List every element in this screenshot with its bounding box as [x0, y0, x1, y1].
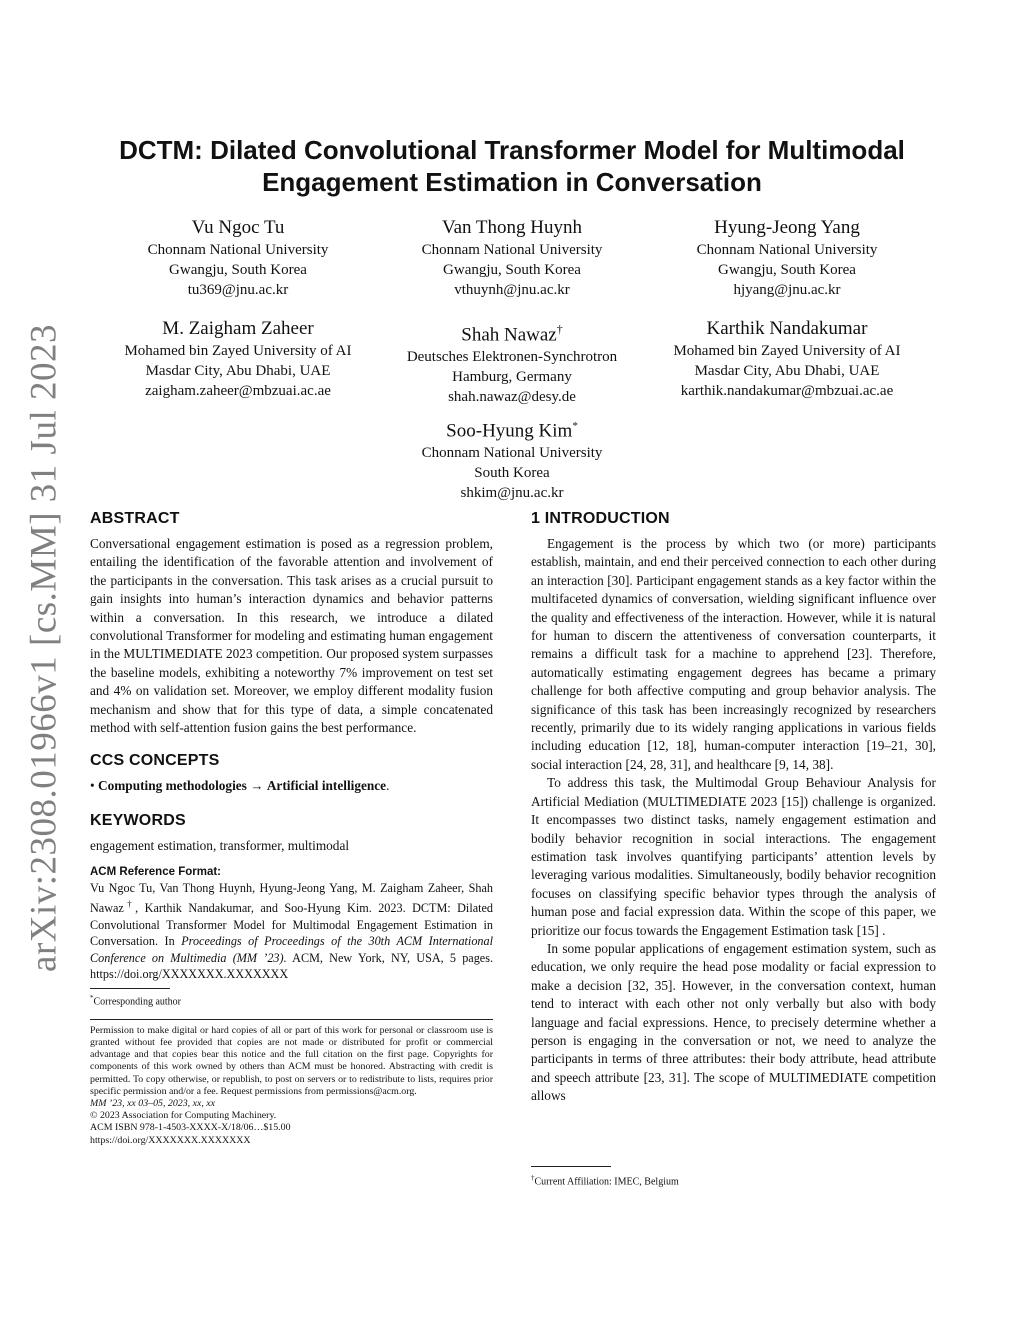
author-name: Karthik Nandakumar — [706, 318, 868, 339]
author-name: M. Zaigham Zaheer — [162, 318, 314, 339]
conference-info: MM ’23, xx 03–05, 2023, xx, xx — [90, 1097, 216, 1109]
abstract-text: Conversational engagement estimation is posed as a regression problem, entailing the identification of the favorable attention and involvement of the participants in the conversation. This task arises as a crucial pursuit to gain insights into human’s interaction dynamics and behavior patterns within a conversation. In this research, we introduce a dilated convolutional Transformer for modeling and estimating human engagement in the MULTIMEDIATE 2023 competition. Our proposed system surpasses the baseline models, exhibiting a noteworthy 7% improvement on test set and 4% on validation set. Moreover, we employ different modality fusion mechanism and show that for this type of data, a simple concatenated method with self-attention fusion gains the best performance. — [90, 536, 493, 736]
author-location: Masdar City, Abu Dhabi, UAE — [145, 363, 331, 379]
author-affiliation: Chonnam National University — [421, 242, 603, 258]
author-name: Vu Ngoc Tu — [191, 217, 285, 238]
ccs-heading: CCS CONCEPTS — [90, 752, 220, 770]
introduction-heading: 1 INTRODUCTION — [531, 510, 670, 527]
paper-title — [70, 134, 954, 198]
author-email: zaigham.zaheer@mbzuai.ac.ae — [145, 383, 331, 399]
author-name: Soo-Hyung Kim* — [446, 420, 578, 442]
author-block — [637, 216, 937, 300]
arxiv-identifier: arXiv:2308.01966v1 [cs.MM] 31 Jul 2023 — [23, 324, 65, 972]
copyright-notice: © 2023 Association for Computing Machinery. — [90, 1110, 277, 1122]
author-block — [88, 317, 388, 401]
author-name: Hyung-Jeong Yang — [714, 217, 860, 238]
abstract-heading: ABSTRACT — [90, 510, 180, 527]
author-location: Hamburg, Germany — [452, 369, 572, 386]
keywords-heading: KEYWORDS — [90, 812, 186, 830]
author-location: Gwangju, South Korea — [718, 262, 856, 278]
title-line-2: Engagement Estimation in Conversation — [262, 167, 762, 197]
author-affiliation: Chonnam National University — [696, 242, 878, 258]
author-location: Gwangju, South Korea — [443, 262, 581, 278]
author-name: Shah Nawaz† — [461, 322, 563, 346]
intro-paragraph-2: To address this task, the Multimodal Group Behaviour Analysis for Artificial Mediation (MULTIMEDIATE 2023 [15]) challenge is organized. It encompasses two distinct tasks, namely engagement estimation and bodily behavior recognition in social interactions. The engagement estimation task involves quantifying participants’ attention levels by leveraging various modalities. Simultaneously, bodily behavior recognition focuses on classifying specific behavior types through the analysis of human pose and facial expression data. Within the scope of this paper, we prioritize our focus towards the Engagement Estimation task [15] . — [531, 775, 936, 938]
footnote-rule — [531, 1166, 611, 1167]
author-block — [362, 317, 662, 407]
author-mark: † — [556, 322, 563, 336]
author-affiliation: Deutsches Elektronen-Synchrotron — [406, 349, 618, 366]
title-line-1: DCTM: Dilated Convolutional Transformer Model for Multimodal — [119, 135, 905, 165]
author-block — [88, 216, 388, 300]
author-email: tu369@jnu.ac.kr — [187, 282, 289, 298]
right-column — [531, 509, 936, 1106]
author-block — [362, 216, 662, 300]
author-block — [362, 414, 662, 503]
intro-paragraph-3: In some popular applications of engagement estimation system, such as education, we only require the head pose modality or facial expression to make a decision [32, 35]. However, in the conversation context, human tend to interact with each other not only verbally but also with body language and facial expressions. Hence, to precisely determine whether a person is engaging in the conversation or not, we need to analyze the participants in terms of three attributes: their body attribute, head attribute and speech attribute [23, 31]. The scope of MULTIMEDIATE competition allows — [531, 940, 936, 1104]
permission-notice: Permission to make digital or hard copies of all or part of this work for personal or classroom use is granted without fee provided that copies are not made or distributed for profit or commercial advantage and that copies bear this notice and the full citation on the first page. Copyrights for components of this work owned by others than ACM must be honored. Abstracting with credit is permitted. To copy otherwise, or republish, to post on servers or to redistribute to lists, requires prior specific permission and/or a fee. Request permissions from permissions@acm.org. — [90, 1024, 493, 1097]
author-location: Masdar City, Abu Dhabi, UAE — [694, 363, 880, 379]
author-email: karthik.nandakumar@mbzuai.ac.ae — [680, 383, 894, 399]
author-block — [637, 317, 937, 401]
ccs-concept-item: • Computing methodologies → Artificial intelligence. — [90, 778, 390, 794]
keywords-text: engagement estimation, transformer, multimodal — [90, 838, 350, 854]
author-email: shkim@jnu.ac.kr — [460, 485, 564, 502]
author-email: vthuynh@jnu.ac.kr — [454, 282, 570, 298]
author-location: Gwangju, South Korea — [169, 262, 307, 278]
author-affiliation: Mohamed bin Zayed University of AI — [673, 343, 901, 359]
footnote-corresponding: *Corresponding author — [90, 994, 181, 1008]
isbn-info: ACM ISBN 978-1-4503-XXXX-X/18/06…$15.00 — [90, 1122, 291, 1134]
left-column — [90, 509, 493, 1147]
author-location: South Korea — [474, 465, 550, 482]
footnote-rule — [90, 988, 170, 989]
acm-reference-text: Vu Ngoc Tu, Van Thong Huynh, Hyung-Jeong Yang, M. Zaigham Zaheer, Shah Nawaz†, Karthik Nandakumar, and Soo-Hyung Kim. 2023. DCTM: Dilated Convolutional Transformer Model for Multimodal Engagement Estimation in Conversation. In Proceedings of Proceedings of the 30th ACM International Conference on Multimedia (MM ’23). ACM, New York, NY, USA, 5 pages. https://doi.org/XXXXXXX.XXXXXXX — [90, 880, 494, 981]
intro-paragraph-1: Engagement is the process by which two (or more) participants establish, maintain, and end their perceived connection to each other during an interaction [30]. Participant engagement stands as a key factor within the multifaceted dynamics of conversation, wielding significant influence over the quality and effectiveness of the interaction. However, while it is natural for human to discern the attentiveness of conversation counterparts, it remains a difficult task for a machine to apprehend [23]. Therefore, automatically estimating engagement degrees has became a primary challenge for both affective computing and group behavior analysis. The significance of this task has been increasingly recognized by researchers recently, primarily due to its widely ranging applications in various fields including education [12, 18], human-computer interaction [19–21, 30], social interaction [24, 28, 31], and healthcare [9, 14, 38]. — [531, 536, 936, 772]
author-affiliation: Mohamed bin Zayed University of AI — [124, 343, 352, 359]
acm-reference-heading: ACM Reference Format: — [90, 865, 221, 878]
permission-rule — [90, 1019, 493, 1020]
footnote-affiliation: †Current Affiliation: IMEC, Belgium — [531, 1174, 679, 1188]
author-mark: * — [572, 420, 578, 432]
author-email: shah.nawaz@desy.de — [448, 389, 576, 406]
doi-link: https://doi.org/XXXXXXX.XXXXXXX — [90, 1134, 251, 1146]
author-email: hjyang@jnu.ac.kr — [733, 282, 841, 298]
author-name: Van Thong Huynh — [441, 217, 583, 238]
author-affiliation: Chonnam National University — [421, 445, 603, 462]
author-affiliation: Chonnam National University — [147, 242, 329, 258]
